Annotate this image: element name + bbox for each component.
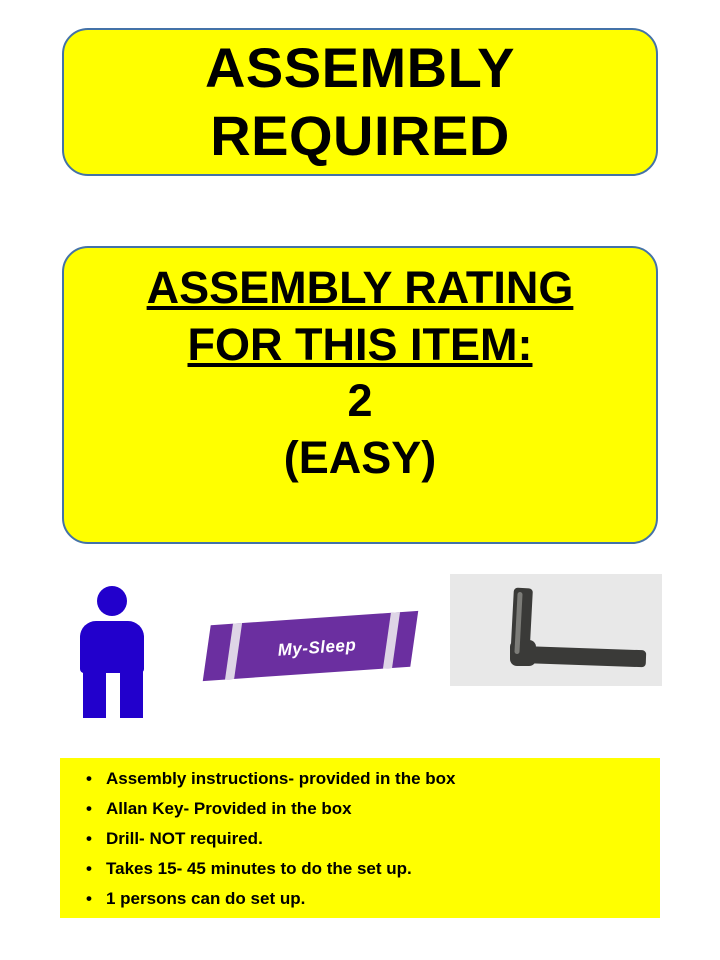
assembly-rating-heading-line-1: ASSEMBLY RATING <box>146 262 574 313</box>
list-item-label: Takes 15- 45 minutes to do the set up. <box>106 859 412 878</box>
assembly-rating-banner <box>62 246 658 544</box>
mattress-brand-label: My-Sleep <box>277 635 357 660</box>
assembly-required-line-2: REQUIRED <box>210 104 510 167</box>
person-head-shape <box>97 586 127 616</box>
assembly-notes-box <box>60 758 660 918</box>
list-item <box>86 889 650 920</box>
list-item-label: Drill- NOT required. <box>106 829 263 848</box>
list-item-label: 1 persons can do set up. <box>106 889 306 908</box>
bullet-icon: • <box>86 799 92 818</box>
mattress-band-left <box>225 623 242 679</box>
assembly-rating-word: (EASY) <box>283 432 437 484</box>
person-leg-gap-shape <box>106 673 119 721</box>
person-right-leg-shape <box>120 670 143 718</box>
assembly-required-line-1: ASSEMBLY <box>204 35 515 99</box>
media-row <box>60 570 660 720</box>
mattress-image <box>208 600 418 690</box>
person-body-shape <box>80 621 144 673</box>
list-item <box>86 799 650 830</box>
bullet-icon: • <box>86 769 92 788</box>
person-left-leg-shape <box>83 670 106 718</box>
allen-key-photo <box>450 574 662 686</box>
assembly-notes-list <box>78 770 650 920</box>
bullet-icon: • <box>86 829 92 848</box>
bullet-icon: • <box>86 859 92 878</box>
list-item <box>86 859 650 890</box>
list-item-label: Allan Key- Provided in the box <box>106 799 352 818</box>
mattress-band-right <box>383 612 400 668</box>
assembly-rating-heading-line-2: FOR THIS ITEM: <box>187 318 533 370</box>
person-icon <box>68 578 158 718</box>
assembly-required-banner <box>62 28 658 176</box>
list-item-label: Assembly instructions- provided in the box <box>106 769 456 788</box>
bullet-icon: • <box>86 889 92 908</box>
assembly-rating-value: 2 <box>347 375 373 427</box>
list-item <box>86 829 650 860</box>
list-item <box>86 769 650 800</box>
